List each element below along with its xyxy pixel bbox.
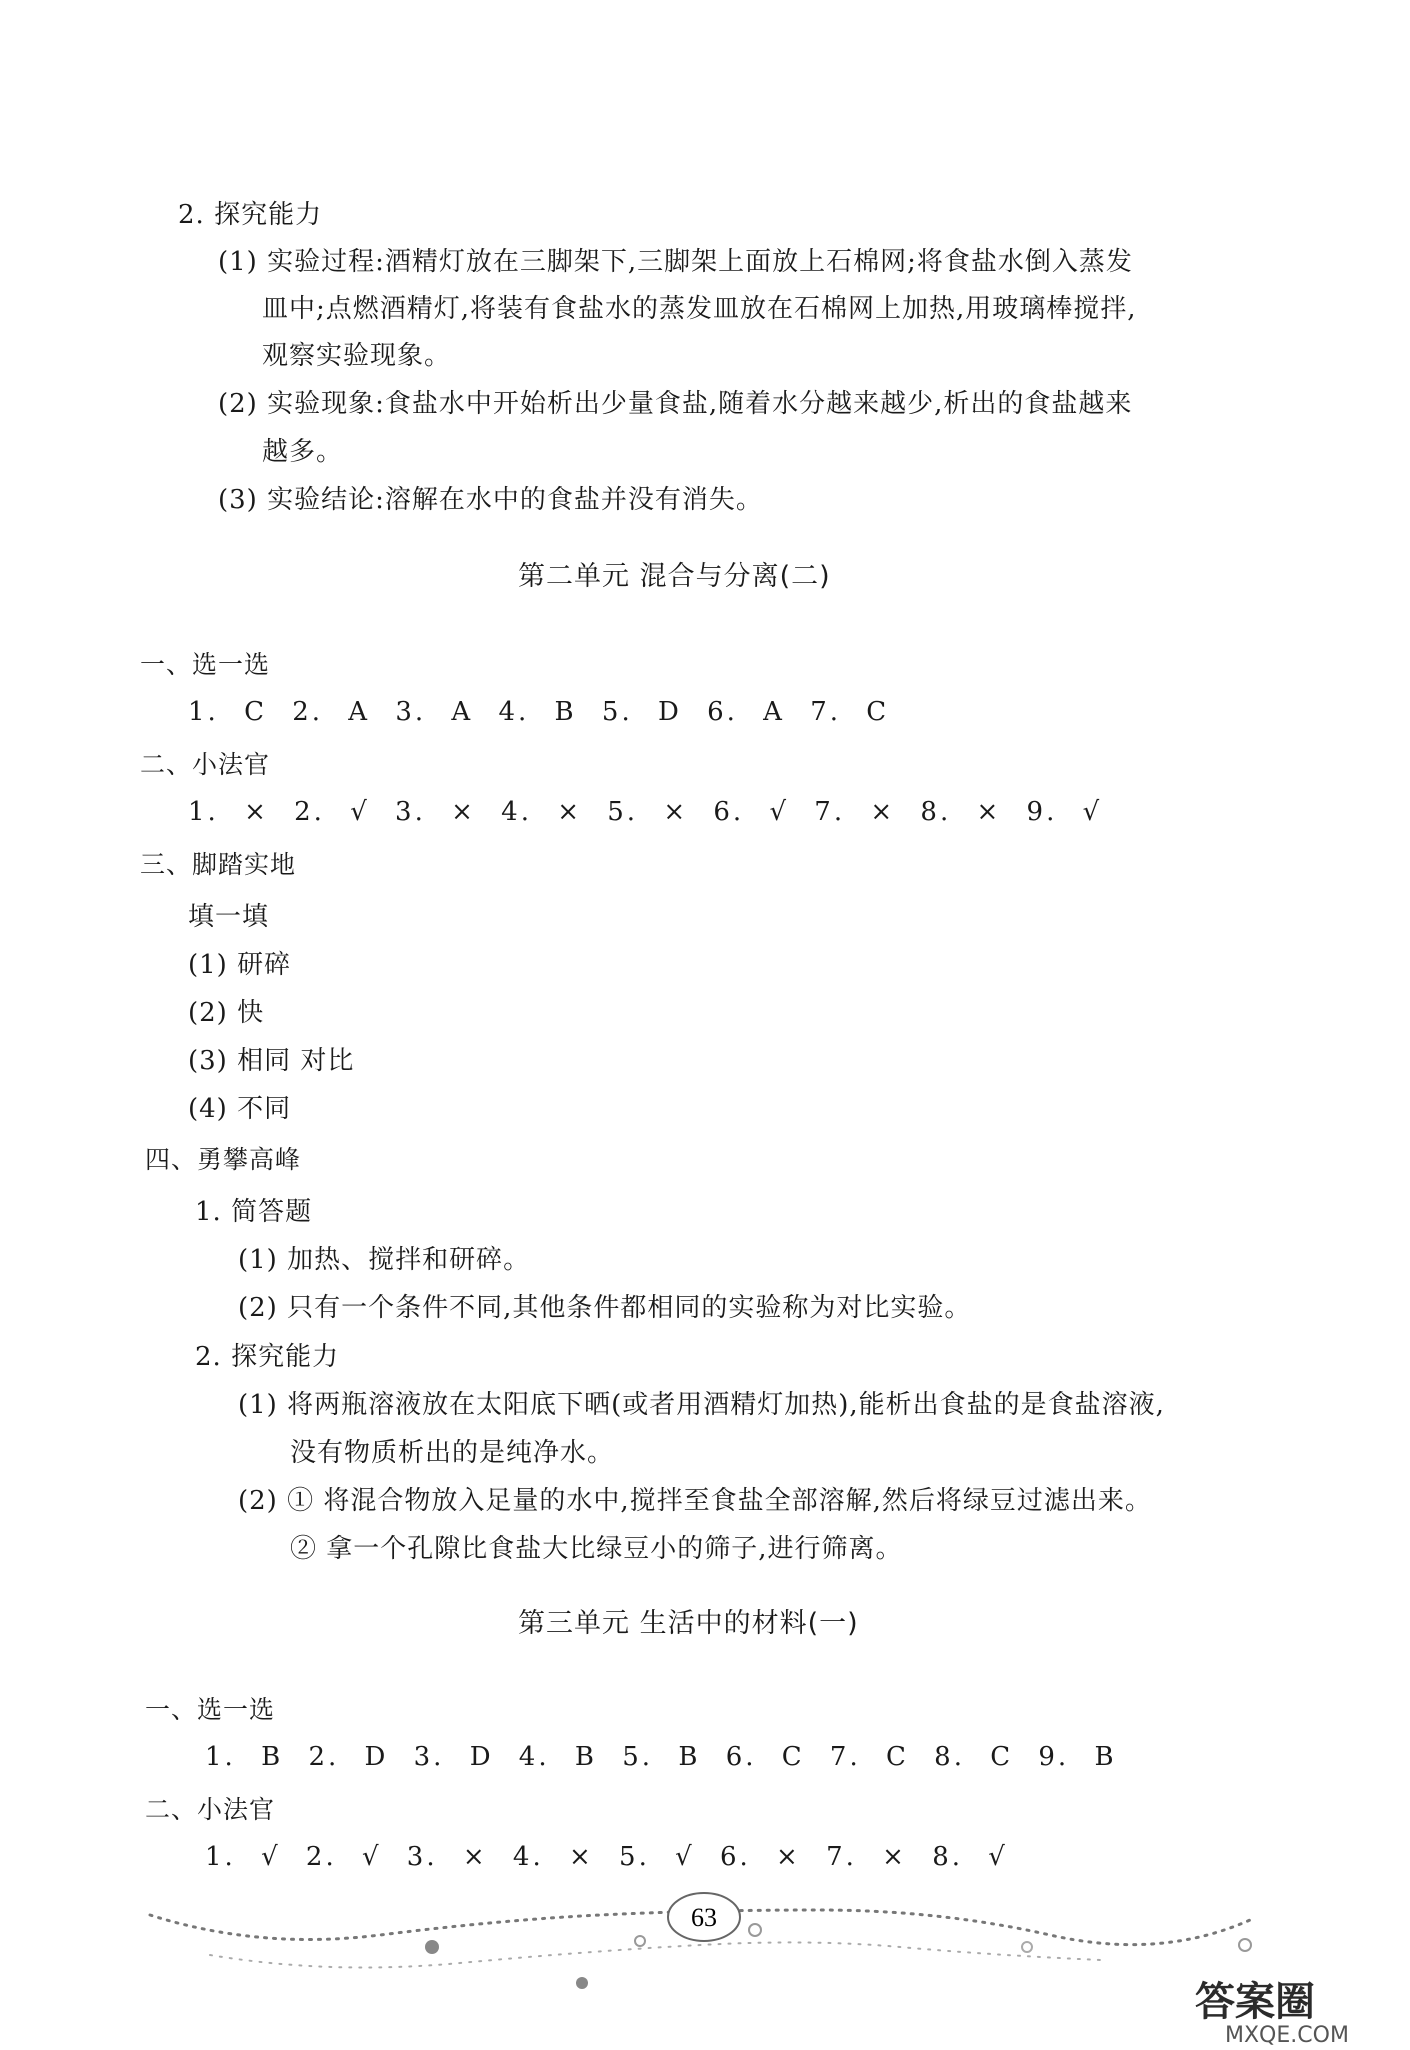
unit-title: 第三单元 生活中的材料(一) [518,1608,859,1639]
answer-line: 皿中;点燃酒精灯,将装有食盐水的蒸发皿放在石棉网上加热,用玻璃棒搅拌, [262,294,1137,324]
answer-line: (2) ① 将混合物放入足量的水中,搅拌至食盐全部溶解,然后将绿豆过滤出来。 [238,1486,1152,1516]
answer-line: (2) 实验现象:食盐水中开始析出少量食盐,随着水分越来越少,析出的食盐越来 [218,389,1133,419]
answer-line: (4) 不同 [188,1094,292,1124]
answer-line: ② 拿一个孔隙比食盐大比绿豆小的筛子,进行筛离。 [290,1534,903,1564]
decor-dot [749,1924,761,1936]
dotted-wave-line [210,1942,1100,1967]
choice-answers: 1. C 2. A 3. A 4. B 5. D 6. A 7. C [188,697,890,727]
answer-line: 越多。 [262,437,344,467]
answer-line: (1) 将两瓶溶液放在太阳底下晒(或者用酒精灯加热),能析出食盐的是食盐溶液, [238,1390,1165,1420]
answer-line: (2) 快 [188,998,265,1028]
answer-line: (2) 只有一个条件不同,其他条件都相同的实验称为对比实验。 [238,1293,972,1323]
watermark [1195,1979,1349,2048]
decor-dot [576,1977,588,1989]
subsection-title: 1. 简答题 [195,1197,313,1227]
answer-line: 没有物质析出的是纯净水。 [290,1438,615,1468]
section-heading: 2. 探究能力 [178,200,323,230]
watermark-url: MXQE.COM [1225,2023,1349,2048]
subsection-title: 2. 探究能力 [195,1342,340,1372]
answer-line: (3) 相同 对比 [188,1046,355,1076]
decor-dot [425,1940,439,1954]
section-title: 二、小法官 [140,750,271,779]
footer-decoration [0,1875,1410,2050]
answer-line: (1) 实验过程:酒精灯放在三脚架下,三脚架上面放上石棉网;将食盐水倒入蒸发 [218,247,1133,277]
section-title: 二、小法官 [145,1795,276,1824]
page-number: 63 [691,1903,717,1932]
answer-line: (1) 研碎 [188,950,292,980]
section-title: 三、脚踏实地 [140,850,297,879]
decor-dot [635,1936,645,1946]
subsection-title: 填一填 [188,902,270,932]
answer-line: (3) 实验结论:溶解在水中的食盐并没有消失。 [218,485,763,515]
decor-dot [1022,1942,1032,1952]
decor-dot [1239,1939,1251,1951]
choice-answers: 1. B 2. D 3. D 4. B 5. B 6. C 7. C 8. C 9. B [205,1742,1117,1772]
section-title: 一、选一选 [145,1695,276,1724]
section-title: 一、选一选 [140,650,271,679]
unit-title: 第二单元 混合与分离(二) [518,561,831,592]
answer-line: 观察实验现象。 [262,341,452,371]
answer-line: (1) 加热、搅拌和研碎。 [238,1245,531,1275]
judge-answers: 1. √ 2. √ 3. × 4. × 5. √ 6. × 7. × 8. √ [205,1842,1008,1872]
watermark-text: 答案圈 [1195,1979,1315,2025]
judge-answers: 1. × 2. √ 3. × 4. × 5. × 6. √ 7. × 8. × 9. √ [188,797,1103,827]
section-title: 四、勇攀高峰 [145,1145,302,1174]
